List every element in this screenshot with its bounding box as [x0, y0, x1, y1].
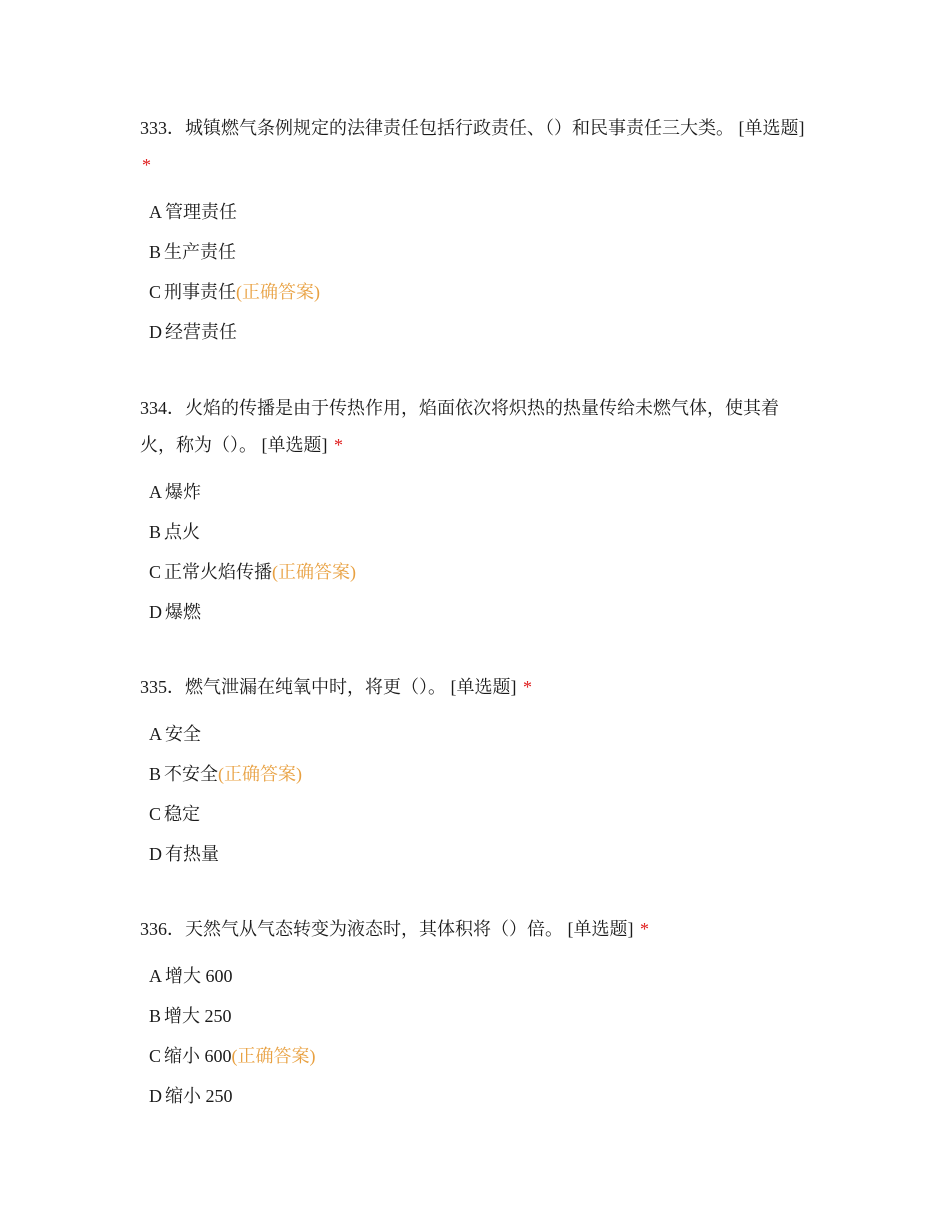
correct-answer-label: (正确答案): [231, 1046, 316, 1066]
option-letter: D: [149, 844, 162, 864]
option-text: 安全: [165, 724, 201, 744]
option-b: [140, 754, 810, 794]
question-stem: [140, 110, 810, 184]
option-c: [140, 552, 810, 592]
question-stem: [140, 390, 810, 464]
option-text: 经营责任: [165, 322, 237, 342]
option-letter: A: [149, 202, 162, 222]
option-letter: A: [149, 966, 162, 986]
option-text: 正常火焰传播: [164, 562, 273, 582]
correct-answer-label: (正确答案): [272, 562, 357, 582]
required-marker: *: [334, 435, 343, 455]
question-text: 335．燃气泄漏在纯氧中时，将更（）。 [单选题]: [140, 677, 517, 697]
option-text: 稳定: [164, 804, 201, 824]
option-a: [140, 714, 810, 754]
option-list: [140, 192, 810, 352]
question-text: 336．天然气从气态转变为液态时，其体积将（）倍。 [单选题]: [140, 919, 634, 939]
correct-answer-label: (正确答案): [236, 282, 321, 302]
option-letter: A: [149, 724, 162, 744]
option-text: 点火: [164, 522, 201, 542]
option-c: [140, 794, 810, 834]
question-336: [140, 911, 810, 1116]
correct-answer-label: (正确答案): [218, 764, 303, 784]
required-marker: *: [142, 155, 151, 175]
required-marker: *: [523, 677, 532, 697]
question-334: [140, 390, 810, 632]
option-text: 不安全: [164, 764, 219, 784]
option-a: [140, 192, 810, 232]
option-text: 缩小 250: [165, 1086, 233, 1106]
required-marker: *: [640, 919, 649, 939]
option-letter: C: [149, 804, 162, 824]
option-text: 增大 600: [165, 966, 233, 986]
option-list: [140, 472, 810, 632]
option-letter: C: [149, 562, 162, 582]
option-text: 管理责任: [165, 202, 237, 222]
option-text: 生产责任: [164, 242, 237, 262]
option-b: [140, 232, 810, 272]
option-d: [140, 834, 810, 874]
question-333: [140, 110, 810, 352]
option-letter: B: [149, 1006, 162, 1026]
option-d: [140, 312, 810, 352]
option-text: 增大 250: [164, 1006, 232, 1026]
option-text: 刑事责任: [164, 282, 237, 302]
option-letter: C: [149, 282, 162, 302]
option-letter: C: [149, 1046, 162, 1066]
option-letter: D: [149, 322, 162, 342]
option-text: 有热量: [165, 844, 219, 864]
option-text: 缩小 600: [164, 1046, 232, 1066]
question-text: 334．火焰的传播是由于传热作用，焰面依次将炽热的热量传给未燃气体，使其着火，称为（）。 [单选题]: [140, 398, 779, 455]
option-letter: B: [149, 522, 162, 542]
option-b: [140, 996, 810, 1036]
option-c: [140, 272, 810, 312]
option-d: [140, 592, 810, 632]
option-text: 爆燃: [165, 602, 201, 622]
option-letter: D: [149, 602, 162, 622]
option-a: [140, 956, 810, 996]
question-335: [140, 669, 810, 874]
option-d: [140, 1076, 810, 1116]
option-letter: A: [149, 482, 162, 502]
question-text: 333．城镇燃气条例规定的法律责任包括行政责任、（）和民事责任三大类。 [单选题]: [140, 118, 805, 138]
option-letter: B: [149, 764, 162, 784]
option-a: [140, 472, 810, 512]
option-list: [140, 714, 810, 874]
option-c: [140, 1036, 810, 1076]
option-list: [140, 956, 810, 1116]
question-stem: [140, 669, 810, 706]
option-text: 爆炸: [165, 482, 201, 502]
question-stem: [140, 911, 810, 948]
option-b: [140, 512, 810, 552]
option-letter: D: [149, 1086, 162, 1106]
option-letter: B: [149, 242, 162, 262]
